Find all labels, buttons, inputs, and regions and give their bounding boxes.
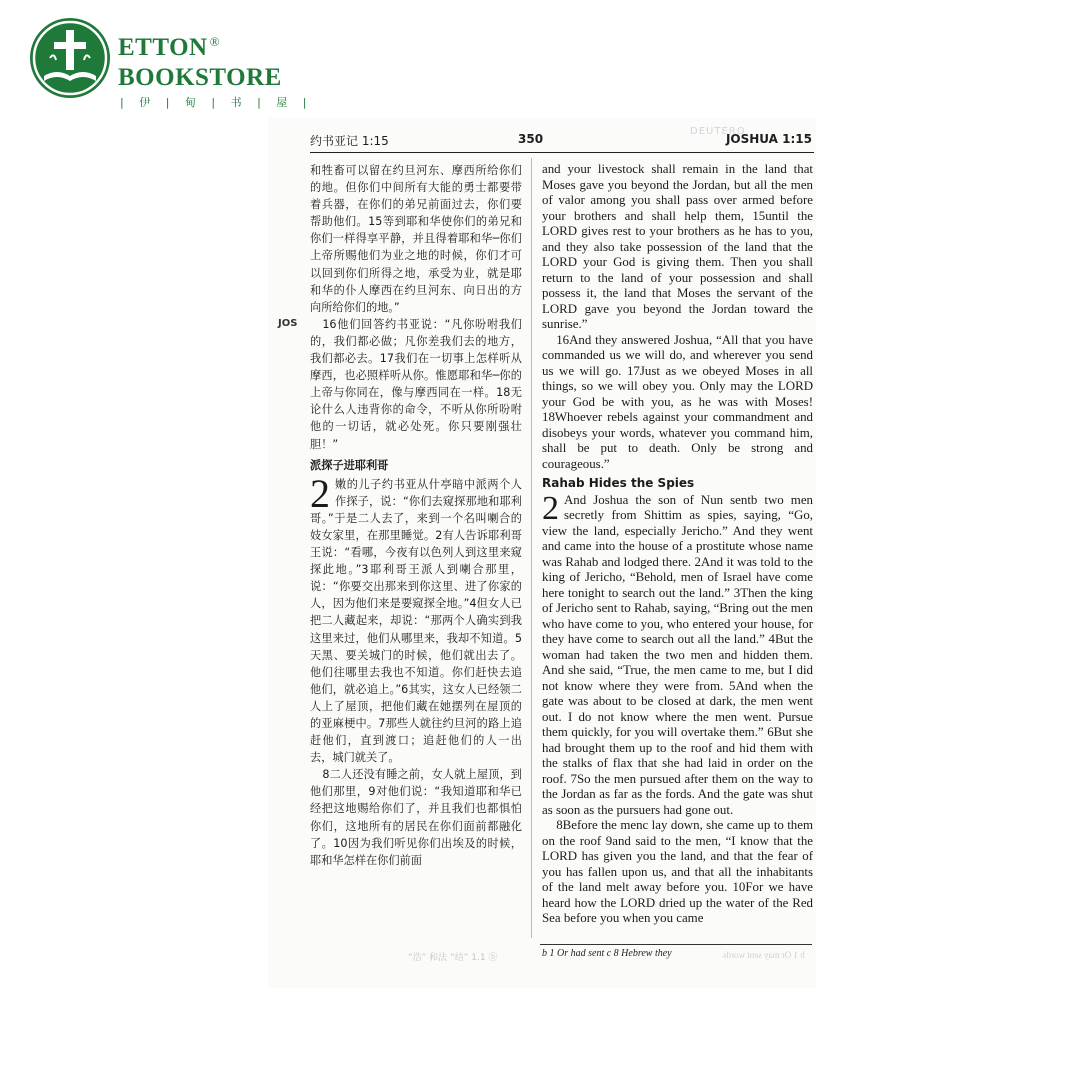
cross-book-icon xyxy=(30,18,110,98)
cn-section-heading: 派探子进耶利哥 xyxy=(310,458,389,472)
header-left-reference: 约书亚记 1:15 xyxy=(310,134,389,148)
logo-store: BOOKSTORE xyxy=(118,64,282,91)
header-rule xyxy=(310,152,814,153)
en-chapter-number: 2 xyxy=(542,489,559,527)
chinese-text-column xyxy=(310,162,522,942)
cn-paragraph: 8二人还没有睡之前，女人就上屋顶，到他们那里，9对他们说：“我知道耶和华已经把这地赐给你们了，并且我们也都惧怕你们，这地所有的居民在你们面前都融化了。10因为我们听见你们出埃及的时候，耶和华怎样在你们前面 xyxy=(310,768,522,867)
en-paragraph: 2 And Joshua the son of Nun sentb two men secretly from Shittim as spies, saying, “Go, view the land, especially Jericho.” And they went and came into the house of a prostitute whose name was Rahab and lodged there. 2And it was told to the king of Jericho, “Behold, men of Israel have come here tonight to search out the land.” 3Then the king of Jericho sent to Rahab, saying, “Bring out the men who have come to you, who entered your house, for they have come to search out all the land.” 4But the woman had taken the two men and hidden them. And she said, “True, the men came to me, but I did not know where they were from. 5And when the gate was about to be closed at dark, the men went out. I do not know where the men went. Pursue them quickly, for you will overtake them.” 6But she had brought them up to the roof and hid them with the stalks of flax that she had laid in order on the roof. 7So the men pursued after them on the way to the Jordan as far as the fords. And the gate was shut as soon as the pursuers had gone out. xyxy=(542,489,813,817)
english-text-column xyxy=(542,162,813,942)
cn-paragraph: 16他们回答约书亚说：“凡你吩咐我们的，我们都必做；凡你差我们去的地方，我们都必去。17我们在一切事上怎样听从摩西，也必照样听从你。惟愿耶和华─你的上帝与你同在，像与摩西同在一样。18无论什么人违背你的命令，不听从你所吩咐他的一切话，就必处死。你只要刚强壮胆！” xyxy=(310,317,522,451)
registered-mark: ® xyxy=(209,34,220,49)
footer-right-ghost: b 1 Or may sent words xyxy=(723,950,805,960)
header-right-reference: JOSHUA 1:15 xyxy=(725,132,812,146)
footnote-rule xyxy=(540,944,812,945)
en-paragraph: 8Before the menc lay down, she came up to them on the roof 9and said to the men, “I know that the LORD has given you the land, and that the fear of you has fallen upon us, and that all the inhabitants of the land melt away before you. 10For we have heard how the LORD dried up the water of the Red Sea before you when you came xyxy=(542,818,813,925)
store-logo xyxy=(30,16,313,109)
bible-page xyxy=(268,118,816,988)
logo-chinese: | 伊 | 甸 | 书 | 屋 | xyxy=(120,96,313,109)
cn-chapter-number: 2 xyxy=(310,470,330,516)
cn-paragraph: 2 嫩的儿子约书亚从什亭暗中派两个人作探子，说：“你们去窥探那地和耶利哥。”于是二人去了，来到一个名叫喇合的妓女家里，在那里睡觉。2有人告诉耶利哥王说：“看哪，今夜有以色列人到这里来窥探此地。”3耶利哥王派人到喇合那里，说：“你要交出那来到你这里、进了你家的人，因为他们来是要窥探全地。”4但女人已把二人藏起来，却说：“那两个人确实到我这里来过，他们从哪里来，我却不知道。5天黑、要关城门的时候，他们就出去了。他们往哪里去我也不知道。你们赶快去追他们，就必追上。”6其实，这女人已经领二人上了屋顶，把他们藏在她摆列在屋顶的的亚麻梗中。7那些人就往约旦河的路上追赶他们，直到渡口；追赶他们的人一出去，城门就关了。 xyxy=(310,470,522,765)
cn-paragraph: 和牲畜可以留在约旦河东、摩西所给你们的地。但你们中间所有大能的勇士都要带着兵器，在你们的弟兄前面过去，你们要帮助他们。15等到耶和华使你们的弟兄和你们一样得享平静，并且得着耶和华─你们上帝所赐他们为业之地的时候，你们才可以回到你们所得之地，承受为业，就是耶和华的仆人摩西在约旦河东、向日出的方向所给你们的地。” xyxy=(310,164,522,314)
footnotes: b 1 Or had sent c 8 Hebrew they xyxy=(542,948,672,959)
column-divider xyxy=(531,158,532,938)
footer-left-ghost: “浩” 和法 “结” 1.1 ⓑ xyxy=(408,953,498,963)
en-section-heading: Rahab Hides the Spies xyxy=(542,476,695,490)
logo-brand: ETTON ® xyxy=(118,34,220,61)
en-paragraph: 16And they answered Joshua, “All that you have commanded us we will do, and wherever you send us we will go. 17Just as we obeyed Moses in all things, so we will obey you. Only may the LORD your God be with you, as he was with Moses! 18Whoever rebels against your commandment and disobeys your words, whatever you command him, shall be put to death. Only be strong and courageous.” xyxy=(542,332,813,471)
en-paragraph: and your livestock shall remain in the land that Moses gave you beyond the Jordan, but all the men of valor among you shall pass over armed before your brothers and shall help them, 15until the LORD gives rest to your brothers as he has to you, and they also take possession of the land that the LORD your God is giving them. Then you shall return to the land of your possession and shall possess it, the land that Moses the servant of the LORD gave you beyond the Jordan toward the sunrise.” xyxy=(542,162,813,331)
page-number: 350 xyxy=(518,132,544,146)
header-ghost-text: DEUTERO xyxy=(690,126,746,137)
book-margin-label: JOS xyxy=(278,318,298,329)
